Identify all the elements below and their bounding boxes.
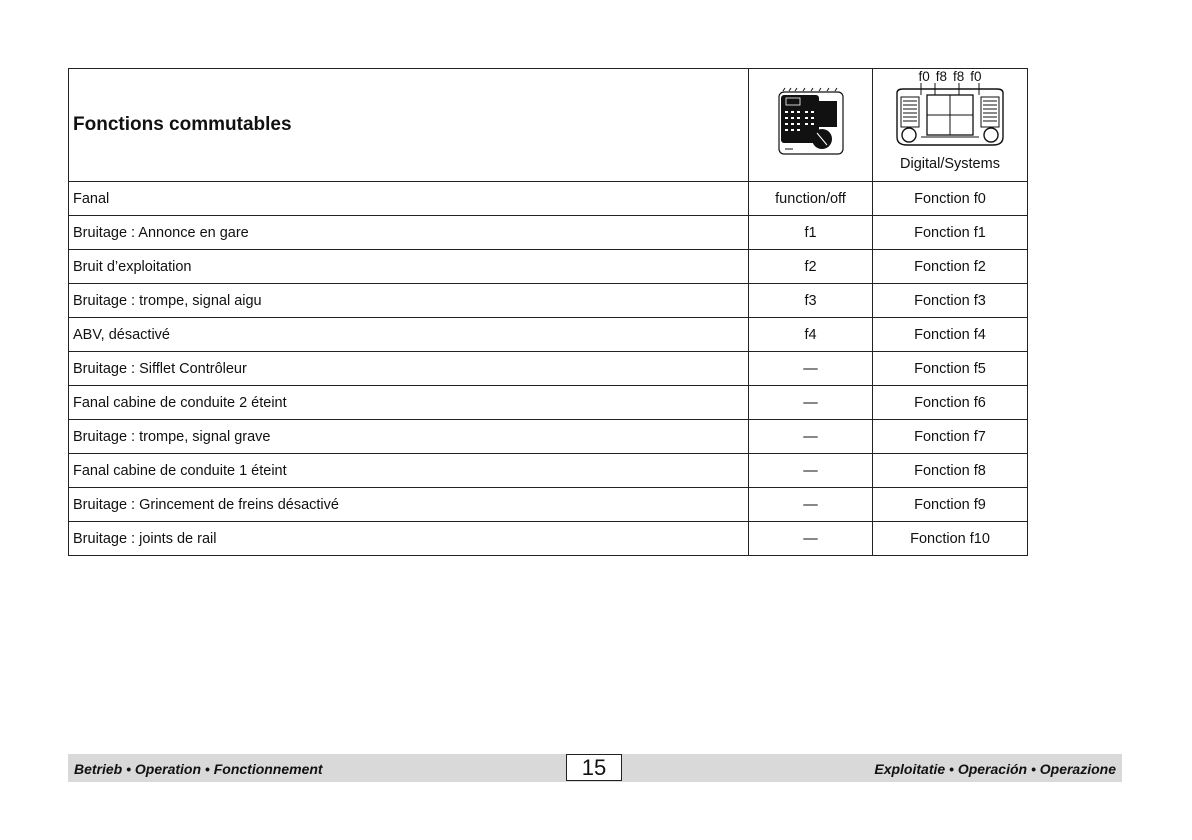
function-label: ABV, désactivé: [69, 318, 749, 352]
function-label: Bruitage : Grincement de freins désactivé: [69, 488, 749, 522]
control-unit-cell: [749, 69, 873, 182]
table-row: [69, 318, 1028, 352]
function-key-labels: [873, 70, 1027, 84]
control-unit-key: f2: [749, 250, 873, 284]
table-row: [69, 284, 1028, 318]
control-unit-key: —: [749, 522, 873, 556]
control-unit-key: f4: [749, 318, 873, 352]
control-unit-key: function/off: [749, 182, 873, 216]
function-label: Bruit d’exploitation: [69, 250, 749, 284]
system-caption: Digital/Systems: [900, 156, 1000, 172]
function-label: Bruitage : Annonce en gare: [69, 216, 749, 250]
table-row: [69, 216, 1028, 250]
table-row: [69, 250, 1028, 284]
page-footer: [68, 754, 1122, 782]
function-label: Fanal cabine de conduite 1 éteint: [69, 454, 749, 488]
system-function: Fonction f6: [873, 386, 1028, 420]
system-function: Fonction f5: [873, 352, 1028, 386]
system-function: Fonction f7: [873, 420, 1028, 454]
function-label: Fanal: [69, 182, 749, 216]
function-label: Fanal cabine de conduite 2 éteint: [69, 386, 749, 420]
system-function: Fonction f9: [873, 488, 1028, 522]
control-unit-key: f1: [749, 216, 873, 250]
mobile-station-icon: [775, 87, 847, 159]
system-function: Fonction f8: [873, 454, 1028, 488]
control-station-icon: [893, 83, 1007, 151]
table-row: [69, 352, 1028, 386]
system-cell: [873, 69, 1028, 182]
control-unit-key: —: [749, 488, 873, 522]
table-header-row: [69, 69, 1028, 182]
system-function: Fonction f0: [873, 182, 1028, 216]
function-label: Bruitage : trompe, signal grave: [69, 420, 749, 454]
table-row: [69, 420, 1028, 454]
key-label: f0: [970, 69, 982, 84]
system-function: Fonction f2: [873, 250, 1028, 284]
system-function: Fonction f4: [873, 318, 1028, 352]
control-unit-key: —: [749, 454, 873, 488]
function-label: Bruitage : joints de rail: [69, 522, 749, 556]
table-row: [69, 522, 1028, 556]
table-row: [69, 386, 1028, 420]
control-unit-key: —: [749, 352, 873, 386]
page-number: 15: [566, 754, 622, 781]
table-row: [69, 182, 1028, 216]
control-unit-key: —: [749, 420, 873, 454]
table-row: [69, 488, 1028, 522]
footer-right-text: Exploitatie • Operación • Operazione: [874, 761, 1116, 777]
key-label: f8: [953, 69, 965, 84]
table-row: [69, 454, 1028, 488]
system-function: Fonction f3: [873, 284, 1028, 318]
control-unit-key: f3: [749, 284, 873, 318]
functions-table: [68, 68, 1028, 556]
function-label: Bruitage : trompe, signal aigu: [69, 284, 749, 318]
system-function: Fonction f10: [873, 522, 1028, 556]
control-unit-key: —: [749, 386, 873, 420]
key-label: f0: [918, 69, 930, 84]
key-label: f8: [935, 69, 947, 84]
system-function: Fonction f1: [873, 216, 1028, 250]
footer-left-text: Betrieb • Operation • Fonctionnement: [74, 761, 323, 777]
table-title: Fonctions commutables: [69, 69, 749, 182]
function-label: Bruitage : Sifflet Contrôleur: [69, 352, 749, 386]
